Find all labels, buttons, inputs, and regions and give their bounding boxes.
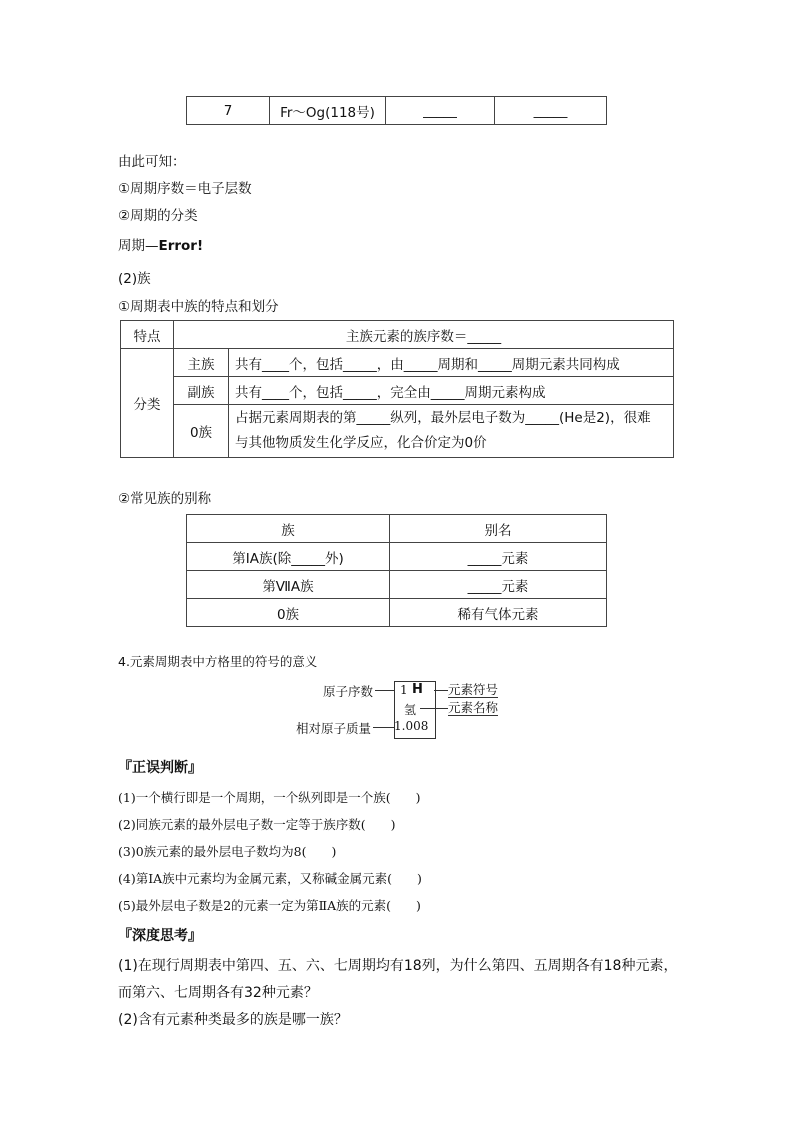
table-row <box>121 349 674 377</box>
alias-header-name: 别名 <box>390 515 607 543</box>
leader-line <box>420 708 448 709</box>
thinking-q1-line2: 而第六、七周期各有32种元素？ <box>118 985 318 1001</box>
thinking-title: 『深度思考』 <box>118 928 202 944</box>
alias-group: 第ⅦA族 <box>187 571 390 599</box>
group-alias-table <box>186 514 607 627</box>
judgment-item: (1)一个横行即是一个周期，一个纵列即是一个族( ) <box>118 790 421 805</box>
conclusion-item-1: ①周期序数＝电子层数 <box>118 181 252 197</box>
leader-line <box>373 727 395 728</box>
sub-group-text: 共有____个，包括_____，完全由_____周期元素构成 <box>229 377 674 405</box>
zero-group-text <box>229 405 674 458</box>
groups-sub1: ①周期表中族的特点和划分 <box>118 299 279 315</box>
zero-group-label: 0族 <box>174 405 229 458</box>
main-group-label: 主族 <box>174 349 229 377</box>
judgment-item: (2)同族元素的最外层电子数一定等于族序数( ) <box>118 817 396 832</box>
conclusion-intro: 由此可知： <box>118 154 186 170</box>
group-feature-table <box>120 320 674 458</box>
cell-name: 氢 <box>404 703 417 717</box>
main-group-text: 共有____个，包括_____，由_____周期和_____周期元素共同构成 <box>229 349 674 377</box>
judgment-item: (3)0族元素的最外层电子数均为8( ) <box>118 844 337 859</box>
feature-header: 特点 <box>121 321 174 349</box>
classify-label: 分类 <box>121 349 174 458</box>
table-row <box>187 543 607 571</box>
alias-name: _____元素 <box>390 571 607 599</box>
judgment-item: (5)最外层电子数是2的元素一定为第ⅡA族的元素( ) <box>118 898 421 913</box>
feature-text: 主族元素的族序数＝_____ <box>174 321 674 349</box>
judgment-title: 『正误判断』 <box>118 760 202 776</box>
error-prefix: 周期— <box>118 238 159 254</box>
leader-line <box>434 690 448 691</box>
blank-cell: _____ <box>386 97 495 125</box>
judgment-item: (4)第ⅠA族中元素均为金属元素，又称碱金属元素( ) <box>118 871 422 886</box>
relative-mass-label: 相对原子质量 <box>296 721 372 736</box>
groups-heading: (2)族 <box>118 271 151 287</box>
alias-header-group: 族 <box>187 515 390 543</box>
error-line <box>118 234 203 254</box>
table-row <box>187 571 607 599</box>
thinking-q2: (2)含有元素种类最多的族是哪一族？ <box>118 1012 348 1028</box>
table-row <box>187 515 607 543</box>
groups-sub2: ②常见族的别称 <box>118 491 212 507</box>
conclusion-item-2: ②周期的分类 <box>118 208 198 224</box>
alias-group: 第ⅠA族(除_____外) <box>187 543 390 571</box>
alias-group: 0族 <box>187 599 390 627</box>
element-name-label: 元素名称 <box>448 700 499 715</box>
thinking-q1-line1: (1)在现行周期表中第四、五、六、七周期均有18列，为什么第四、五周期各有18种元素， <box>118 958 678 974</box>
sub-group-label: 副族 <box>174 377 229 405</box>
blank-cell: _____ <box>495 97 607 125</box>
zero-text-line-1: 占据元素周期表的第_____纵列，最外层电子数为_____(He是2)，很难 <box>235 410 651 426</box>
element-symbol-label: 元素符号 <box>448 682 499 697</box>
leader-line <box>375 690 395 691</box>
table-row <box>187 97 607 125</box>
alias-name: 稀有气体元素 <box>390 599 607 627</box>
period-number: 7 <box>187 97 270 125</box>
cell-mass: 1.008 <box>394 719 429 733</box>
error-text: Error! <box>158 238 204 254</box>
table-row <box>187 599 607 627</box>
period-elements: Fr～Og(118号) <box>270 97 386 125</box>
table-row <box>121 377 674 405</box>
cell-symbol: H <box>412 682 423 697</box>
cell-atomic-number: 1 <box>400 683 408 697</box>
period-table-fragment <box>186 96 607 125</box>
table-row <box>121 405 674 458</box>
table-row <box>121 321 674 349</box>
symbol-section-title: 4.元素周期表中方格里的符号的意义 <box>118 654 318 669</box>
atomic-number-label: 原子序数 <box>323 684 374 699</box>
zero-text-line-2: 与其他物质发生化学反应，化合价定为0价 <box>235 435 487 451</box>
alias-name: _____元素 <box>390 543 607 571</box>
